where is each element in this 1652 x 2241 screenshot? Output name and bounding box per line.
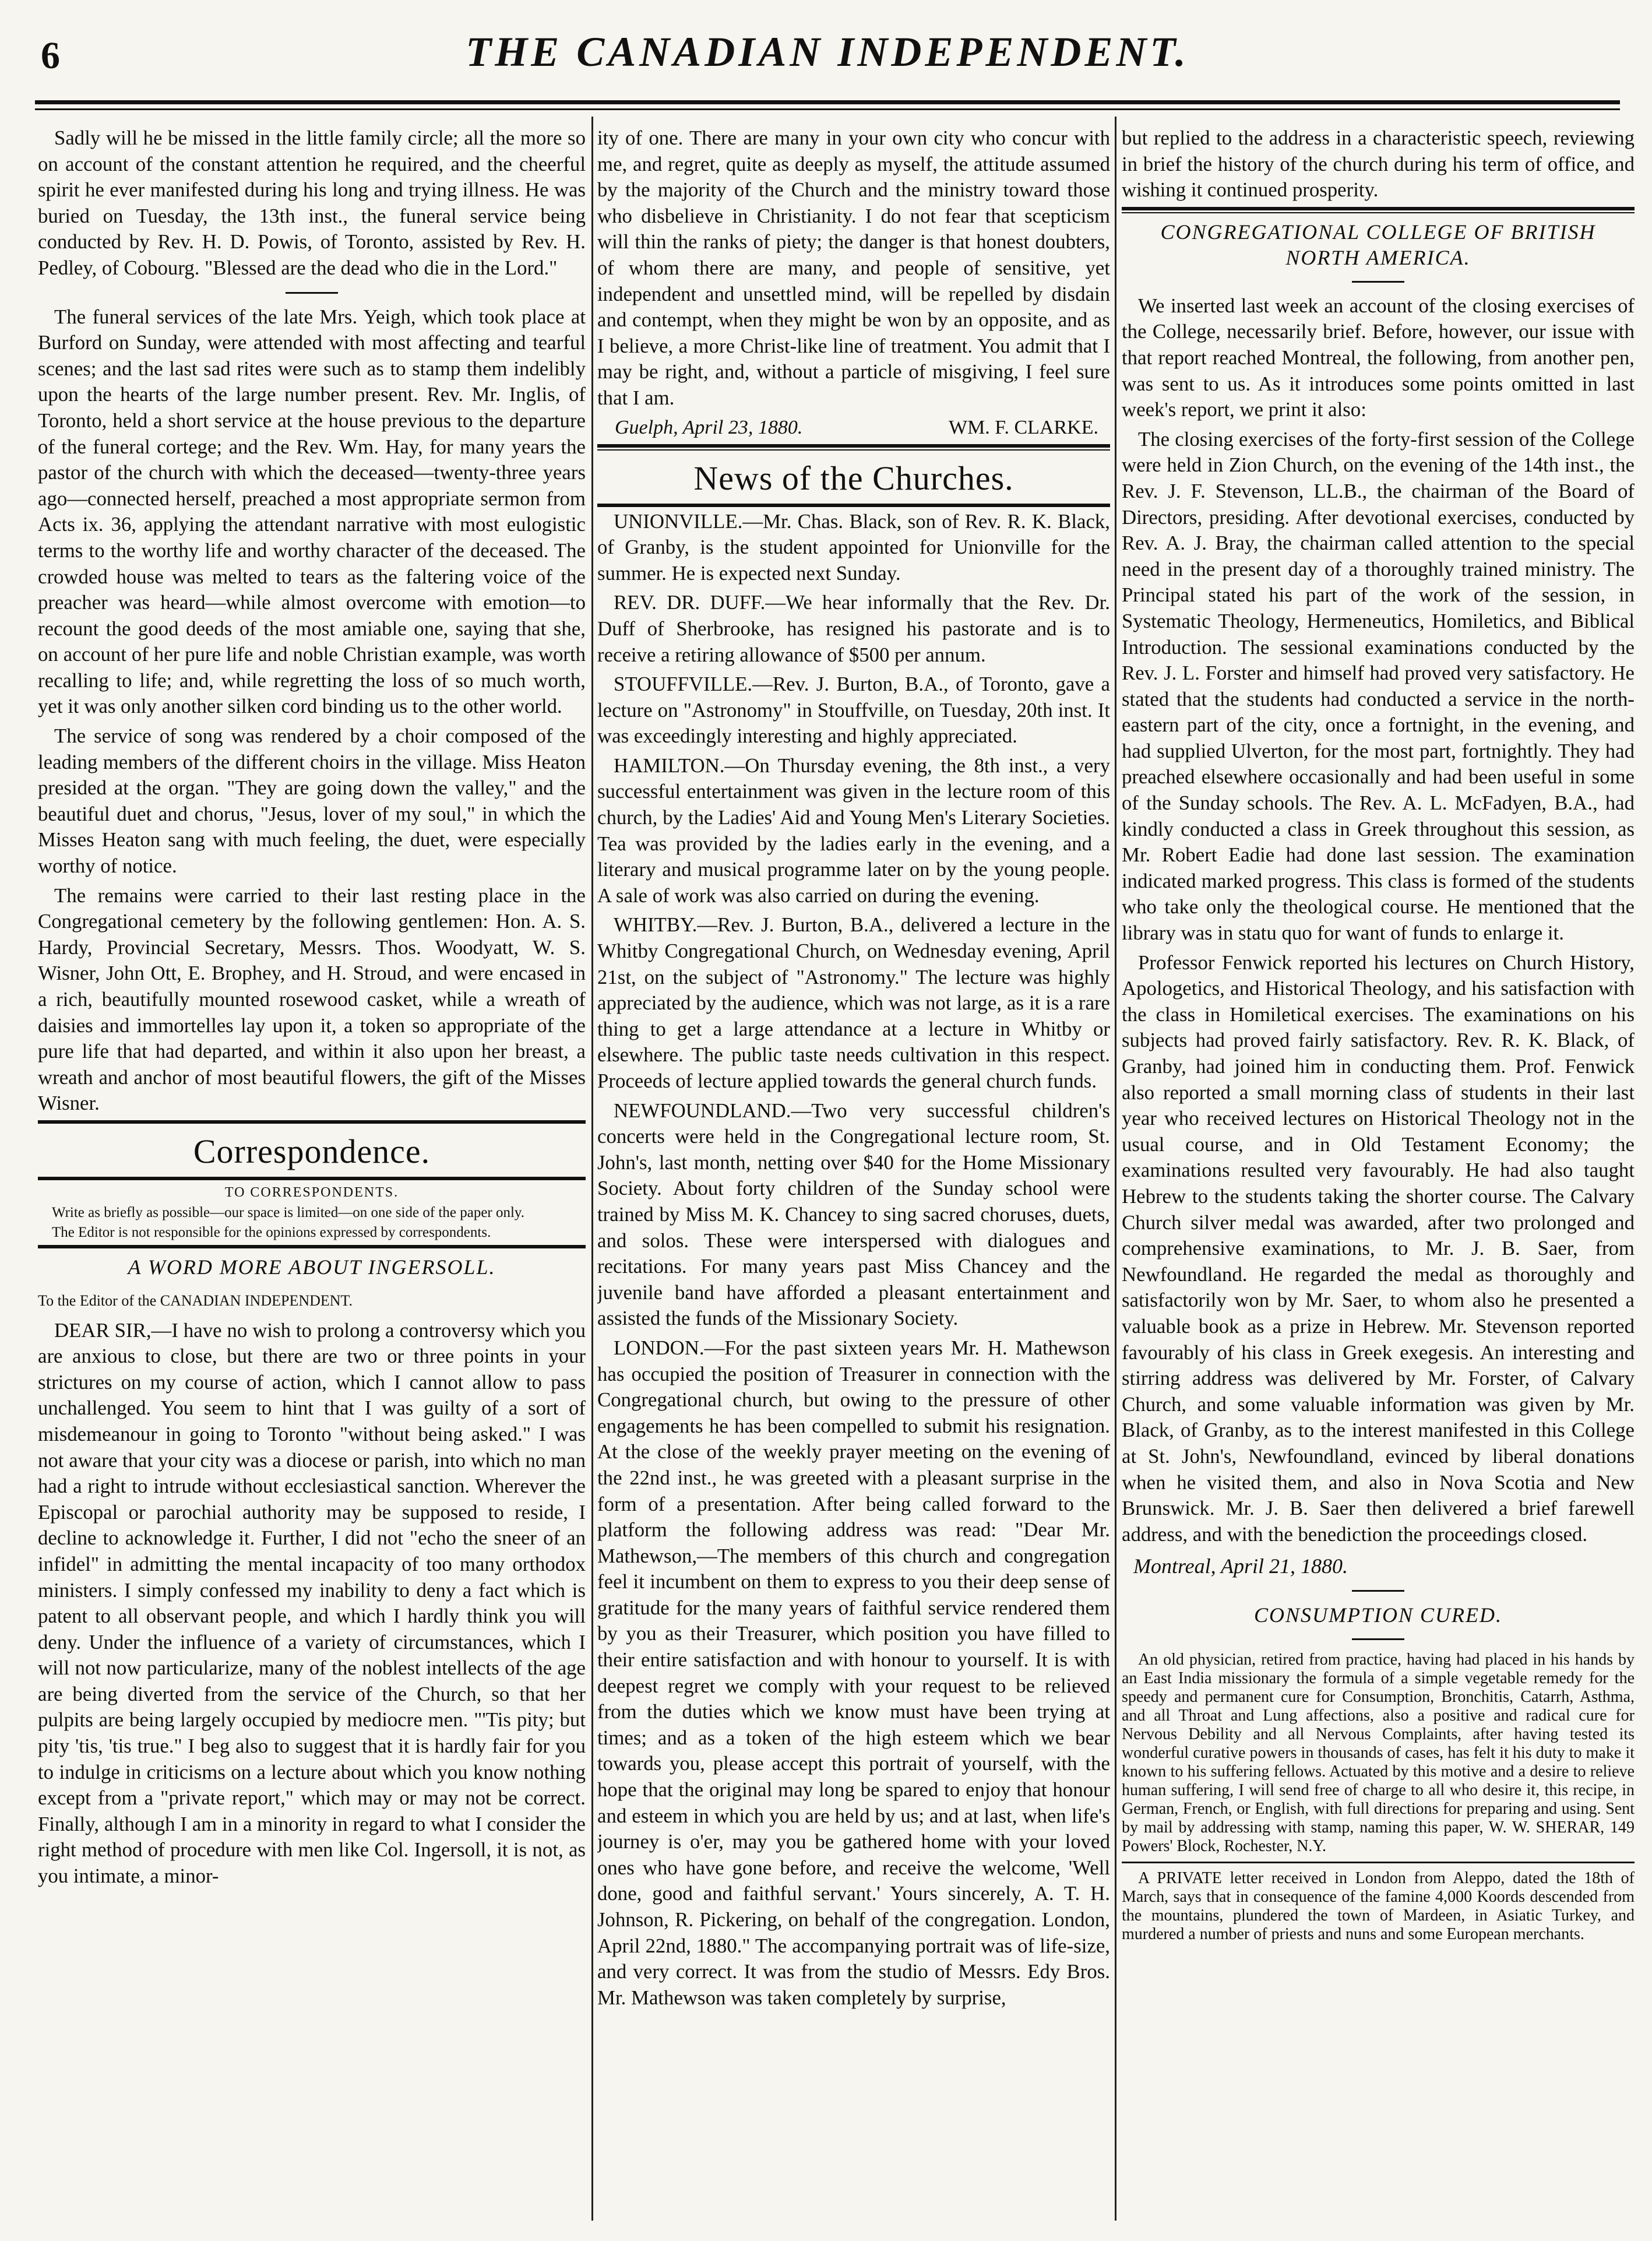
news-item [597, 1098, 1110, 1332]
news-item-text: —On Thursday evening, the 8th inst., a very successful entertainment was given in the lecture room of this church, by the Ladies' Aid and Young Men's Literary Societies. Tea was provided by the ladies early in the evening, and a literary and musical programme later on by the young people. A sale of work was also carried on during the evening. [597, 754, 1110, 907]
section-rule [38, 1245, 586, 1248]
news-item-text: —Rev. J. Burton, B.A., delivered a lecture in the Whitby Congregational Church, on Wednesday evening, April 21st, on the subject of "Astronomy." The lecture was highly appreciated by the audience, which was not large, as it is a rare thing to get a large attendance at a lecture in Whitby or elsewhere. The public taste needs cultivation in this respect. Proceeds of lecture applied towards the general church funds. [597, 913, 1110, 1092]
paragraph: Sadly will he be missed in the little family circle; all the more so on account of the constant attention he required, and the cheerful spirit he ever manifested during his long and trying illness. He was buried on Tuesday, the 13th inst., the funeral service being conducted by Rev. H. D. Powis, of Toronto, assisted by Rev. H. Pedley, of Cobourg. "Blessed are the dead who die in the Lord." [38, 126, 586, 279]
divider [1352, 1638, 1404, 1640]
column-2 [597, 125, 1110, 2218]
news-item-lead: NEWFOUNDLAND. [614, 1099, 791, 1122]
correspondence-heading: Correspondence. [193, 1132, 431, 1170]
advert-text: An old physician, retired from practice, having had placed in his hands by an East India missionary the formula of a simple vegetable remedy for the speedy and permanent cure for Consumption, Bronchitis, Catarrh, Asthma, and all Throat and Lung affections, also a positive and radical cure for Nervous Debility and all Nervous Complaints, after having tested its wonderful curative powers in thousands of cases, has felt it his duty to make it known to his suffering fellows. Actuated by this motive and a desire to relieve human suffering, I will send free of charge to all who desire it, this recipe, in German, French, or English, with full directions for preparing and using. Sent by mail by addressing with stamp, naming this paper, W. W. SHERAR, 149 Powers' Block, Rochester, N.Y. [1122, 1650, 1635, 1855]
section-rule [1122, 207, 1635, 210]
news-brief-lead: A PRIVATE [1138, 1869, 1222, 1887]
college-title: CONGREGATIONAL COLLEGE OF BRITISH NORTH AMERICA. [1160, 220, 1596, 269]
news-brief-body: letter received in London from Aleppo, dated the 18th of March, says that in consequence of the famine 4,000 Koords descended from the mountains, plundered the town of Mardeen, in Asiatic Turkey, and murdered a number of priests and nuns and some European merchants. [1122, 1869, 1635, 1943]
paragraph: The remains were carried to their last resting place in the Congregational cemetery by the following gentlemen: Hon. A. S. Hardy, Provincial Secretary, Messrs. Thos. Woodyatt, W. S. Wisner, John Ott, E. Brophey, and H. Stroud, and were encased in a rich, beautifully mounted rosewood casket, while a wreath of daisies and immortelles lay upon it, a token so appropriate of the pure life that had departed, and within it also upon her breast, a wreath and anchor of most beautiful flowers, the gift of the Misses Wisner. [38, 884, 586, 1115]
to-editor-line: To the Editor of the CANADIAN INDEPENDENT. [38, 1292, 353, 1309]
news-item [597, 509, 1110, 587]
news-item-text: —Rev. J. Burton, B.A., of Toronto, gave a lecture on "Astronomy" in Stouffville, on Tuesday, 20th inst. It was exceedingly interesting and highly appreciated. [597, 673, 1110, 748]
news-heading: News of the Churches. [693, 459, 1014, 497]
divider [1352, 281, 1404, 283]
news-item-text: —Mr. Chas. Black, son of Rev. R. K. Black, of Granby, is the student appointed for Unionville for the summer. He is expected next Sunday. [597, 509, 1110, 585]
header-rule [35, 100, 1620, 104]
to-correspondents-heading: TO CORRESPONDENTS. [224, 1184, 399, 1200]
column-divider [1115, 117, 1116, 2221]
letter-text: —I have no wish to prolong a controversy which you are anxious to close, but there are two or three points in your strictures on my course of action, which I cannot allow to pass unchallenged. You seem to hint that I was guilty of a sort of misdemeanour in going to Toronto "without being asked." I was not aware that your city was a diocese or parish, into which no man had a right to intrude without ecclesiastical sanction. Wherever the Episcopal or parochial authority may be supposed to reside, I decline to acknowledge it. Further, I did not "echo the sneer of an infidel" in admitting the mental incapacity of too many orthodox ministers. I simply confessed my inability to deny a fact which is patent to all observant people, and which I hardly think you will deny. Under the influence of a variety of circumstances, which I will not now particularize, many of the noblest intellects of the age are being diverted from the service of the Church, so that her pulpits are being largely occupied by mediocre men. "'Tis pity; but pity 'tis, 'tis true." I beg also to suggest that it is hardly fair for you to indulge in criticisms on a lecture about which you know nothing except from a "private report," which may or may not be correct. Finally, although I am in a minority in regard to what I consider the right method of procedure with men like Col. Ingersoll, it is not, as you intimate, a minor- [38, 1318, 586, 1888]
signature-name: WM. F. CLARKE. [948, 416, 1098, 438]
news-item-lead: STOUFFVILLE. [614, 673, 753, 696]
news-item-lead: UNIONVILLE. [614, 509, 743, 533]
paragraph: The closing exercises of the forty-first session of the College were held in Zion Church, on the evening of the 14th inst., the Rev. J. F. Stevenson, LL.B., the chairman of the Board of Directors, presiding. After devotional exercises, conducted by Rev. A. J. Bray, the chairman called attention to the special need in the present day of a thoroughly trained ministry. The Principal stated his part of the work of the session, in Systematic Theology, Hermeneutics, Homiletics, and Biblical Introduction. The sessional examinations conducted by the Rev. J. L. Forster and himself had proved very satisfactory. He stated that the students had conducted a service in the north-eastern part of the city, once a fortnight, in the evening, and had supplied Ulverton, for the most part, fortnightly. They had preached elsewhere occasionally and had been useful in some of the Sunday schools. The Rev. A. L. McFadyen, B.A., had kindly conducted a class in Greek throughout this session, as Mr. Robert Eadie had done last session. The examination indicated marked progress. This class is formed of the students who take only the theological course. He mentioned that the library was in statu quo for want of funds to enlarge it. [1122, 427, 1635, 945]
consumption-title: CONSUMPTION CURED. [1253, 1603, 1502, 1627]
news-item [597, 590, 1110, 668]
news-item-lead: LONDON. [614, 1336, 705, 1359]
news-item-lead: HAMILTON. [614, 754, 725, 777]
page-number: 6 [41, 34, 60, 77]
news-item [597, 671, 1110, 750]
paragraph: We inserted last week an account of the closing exercises of the College, necessarily brief. Before, however, our issue with that report reached Montreal, the following, from another pen, was sent to us. As it introduces some points omitted in last week's report, we print it also: [1122, 294, 1635, 421]
header-rule-thin [35, 108, 1620, 110]
news-brief [1122, 1869, 1635, 1944]
paragraph: ity of one. There are many in your own city who concur with me, and regret, quite as deeply as myself, the attitude assumed by the majority of the Church and the ministry toward those who disbelieve in Christianity. I do not fear that scepticism will thin the ranks of piety; the danger is that honest doubters, of whom there are many, and people of sensitive, yet independent and unsettled mind, will be repelled by disdain and contempt, when they might be won by an opposite, and as I believe, a more Christ-like line of treatment. You admit that I may be right, and, without a particle of misgiving, I feel sure that I am. [597, 126, 1110, 409]
section-rule [38, 1120, 586, 1124]
masthead: THE CANADIAN INDEPENDENT. [466, 29, 1189, 75]
article-title: A WORD MORE ABOUT INGERSOLL. [128, 1255, 496, 1279]
section-rule [597, 444, 1110, 448]
paragraph: but replied to the address in a characteristic speech, reviewing in brief the history of the church during his term of office, and wishing it continued prosperity. [1122, 126, 1635, 202]
letter-body [38, 1318, 586, 1890]
news-brief-text [1122, 1869, 1635, 1944]
news-item-text: —For the past sixteen years Mr. H. Mathewson has occupied the position of Treasurer in connection with the Congregational church, but owing to the pressure of other engagements he has been compelled to submit his resignation. At the close of the weekly prayer meeting on the evening of the 22nd inst., he was greeted with a pleasant surprise in the form of a presentation. After being called forward to the platform the following address was read: "Dear Mr. Mathewson,—The members of this church and congregation feel it incumbent on them to express to you their deep sense of gratitude for the many years of faithful service rendered them by you as their Treasurer, which position you have filled to their entire satisfaction and with honour to yourself. It is with deepest regret we comply with your request to be relieved from the duties which we know must have been trying at times; and as a token of the high esteem which we bear towards you, please accept this portrait of yourself, with the hope that the original may long be spared to enjoy that honour and esteem in which you are held by us; and at last, when life's journey is o'er, may you be gathered home with your loved ones who have gone before, and receive the welcome, 'Well done, good and faithful servant.' Yours sincerely, A. T. H. Johnson, R. Pickering, on behalf of the congregation. London, April 22nd, 1880." The accompanying portrait was of life-size, and very correct. It was from the studio of Messrs. Edy Bros. Mr. Mathewson was taken completely by surprise, [597, 1336, 1110, 2009]
divider [1352, 1590, 1404, 1592]
advertisement [1122, 1651, 1635, 1856]
page-header [23, 12, 1632, 99]
news-item-lead: WHITBY. [614, 913, 698, 937]
news-item [597, 753, 1110, 909]
dateline: Montreal, April 21, 1880. [1133, 1554, 1348, 1578]
news-item-lead: REV. DR. DUFF. [614, 591, 766, 614]
salutation: DEAR SIR, [54, 1318, 152, 1342]
paragraph: The funeral services of the late Mrs. Yeigh, which took place at Burford on Sunday, were attended with most affecting and tearful scenes; and the last sad rites were such as to stamp them indelibly upon the hearts of the large number present. Rev. Mr. Inglis, of Toronto, held a short service at the house previous to the departure of the funeral cortege; and the Rev. Wm. Hay, for many years the pastor of the church with which the deceased—twenty-three years ago—connected herself, preached a most appropriate sermon from Acts ix. 36, applying the attendant narrative with most eulogistic terms to the worthy life and worthy character of the deceased. The crowded house was melted to tears as the faltering voice of the preacher was heard—while almost overcome with emotion—to recount the good deeds of the most amiable one, saying that she, on account of her pure life and noble Christian example, was worth recalling to life; and, while regretting the loss of so much worth, yet it was only another silken cord binding us to the other world. [38, 305, 586, 718]
newspaper-page [23, 12, 1635, 2229]
correspondents-note: Write as briefly as possible—our space is limited—on one side of the paper only. [52, 1204, 525, 1220]
correspondents-note: The Editor is not responsible for the opinions expressed by correspondents. [52, 1224, 491, 1240]
news-item-text: —Two very successful children's concerts were held in the Congregational lecture room, St. John's, last month, netting over $40 for the Home Missionary Society. About forty children of the Sunday school were trained by Miss M. K. Chancey to sing sacred choruses, duets, and solos. These were interspersed with dialogues and recitations. For many years past Miss Chancey and the juvenile band have afforded a pleasant entertainment and assisted the funds of the Missionary Society. [597, 1099, 1110, 1330]
section-rule [597, 504, 1110, 507]
column-divider [591, 117, 593, 2221]
paragraph: The service of song was rendered by a choir composed of the leading members of the different choirs in the village. Miss Heaton presided at the organ. "They are going down the valley," and the beautiful duet and chorus, "Jesus, lover of my soul," in which the Misses Heaton sang with much feeling, the duet, were especially worthy of notice. [38, 724, 586, 878]
signature-line [597, 415, 1110, 441]
divider [286, 292, 338, 294]
section-rule-thin [1122, 212, 1635, 213]
news-item [597, 912, 1110, 1094]
divider [1122, 1862, 1635, 1863]
signature-place: Guelph, April 23, 1880. [615, 416, 803, 438]
column-1 [38, 125, 586, 2218]
paragraph: Professor Fenwick reported his lectures on Church History, Apologetics, and Historical Theology, and his satisfaction with the class in Homiletical exercises. The examinations on his subjects had proved fairly satisfactory. Rev. R. K. Black, of Granby, had joined him in conducting them. Prof. Fenwick also reported a small morning class of students in their last year who received lectures on Historical Theology not in the usual course, and in Old Testament Economy; the examinations resulted very favourably. He had also taught Hebrew to the students taking the shorter course. The Calvary Church silver medal was awarded, after two prolonged and comprehensive examinations, to Mr. J. B. Saer, from Newfoundland. He regarded the medal as thoroughly and satisfactorily won by Mr. Saer, to whom also he presented a valuable book as a prize in Hebrew. Mr. Stevenson reported favourably of his class in Greek exegesis. An interesting and stirring address was delivered by Mr. Forster, of Calvary Church, and some valuable information was given by Mr. Black, of Granby, as to the interest manifested in this College at St. John's, Newfoundland, evinced by liberal donations when he visited them, and also in Nova Scotia and New Brunswick. Mr. J. B. Saer then delivered a brief farewell address, and with the benediction the proceedings closed. [1122, 951, 1635, 1546]
section-rule [38, 1177, 586, 1180]
section-rule-thin [597, 449, 1110, 451]
news-item-text: —We hear informally that the Rev. Dr. Duff of Sherbrooke, has resigned his pastorate and is to receive a retiring allowance of $500 per annum. [597, 591, 1110, 666]
news-item [597, 1335, 1110, 2011]
column-3 [1122, 125, 1635, 2218]
